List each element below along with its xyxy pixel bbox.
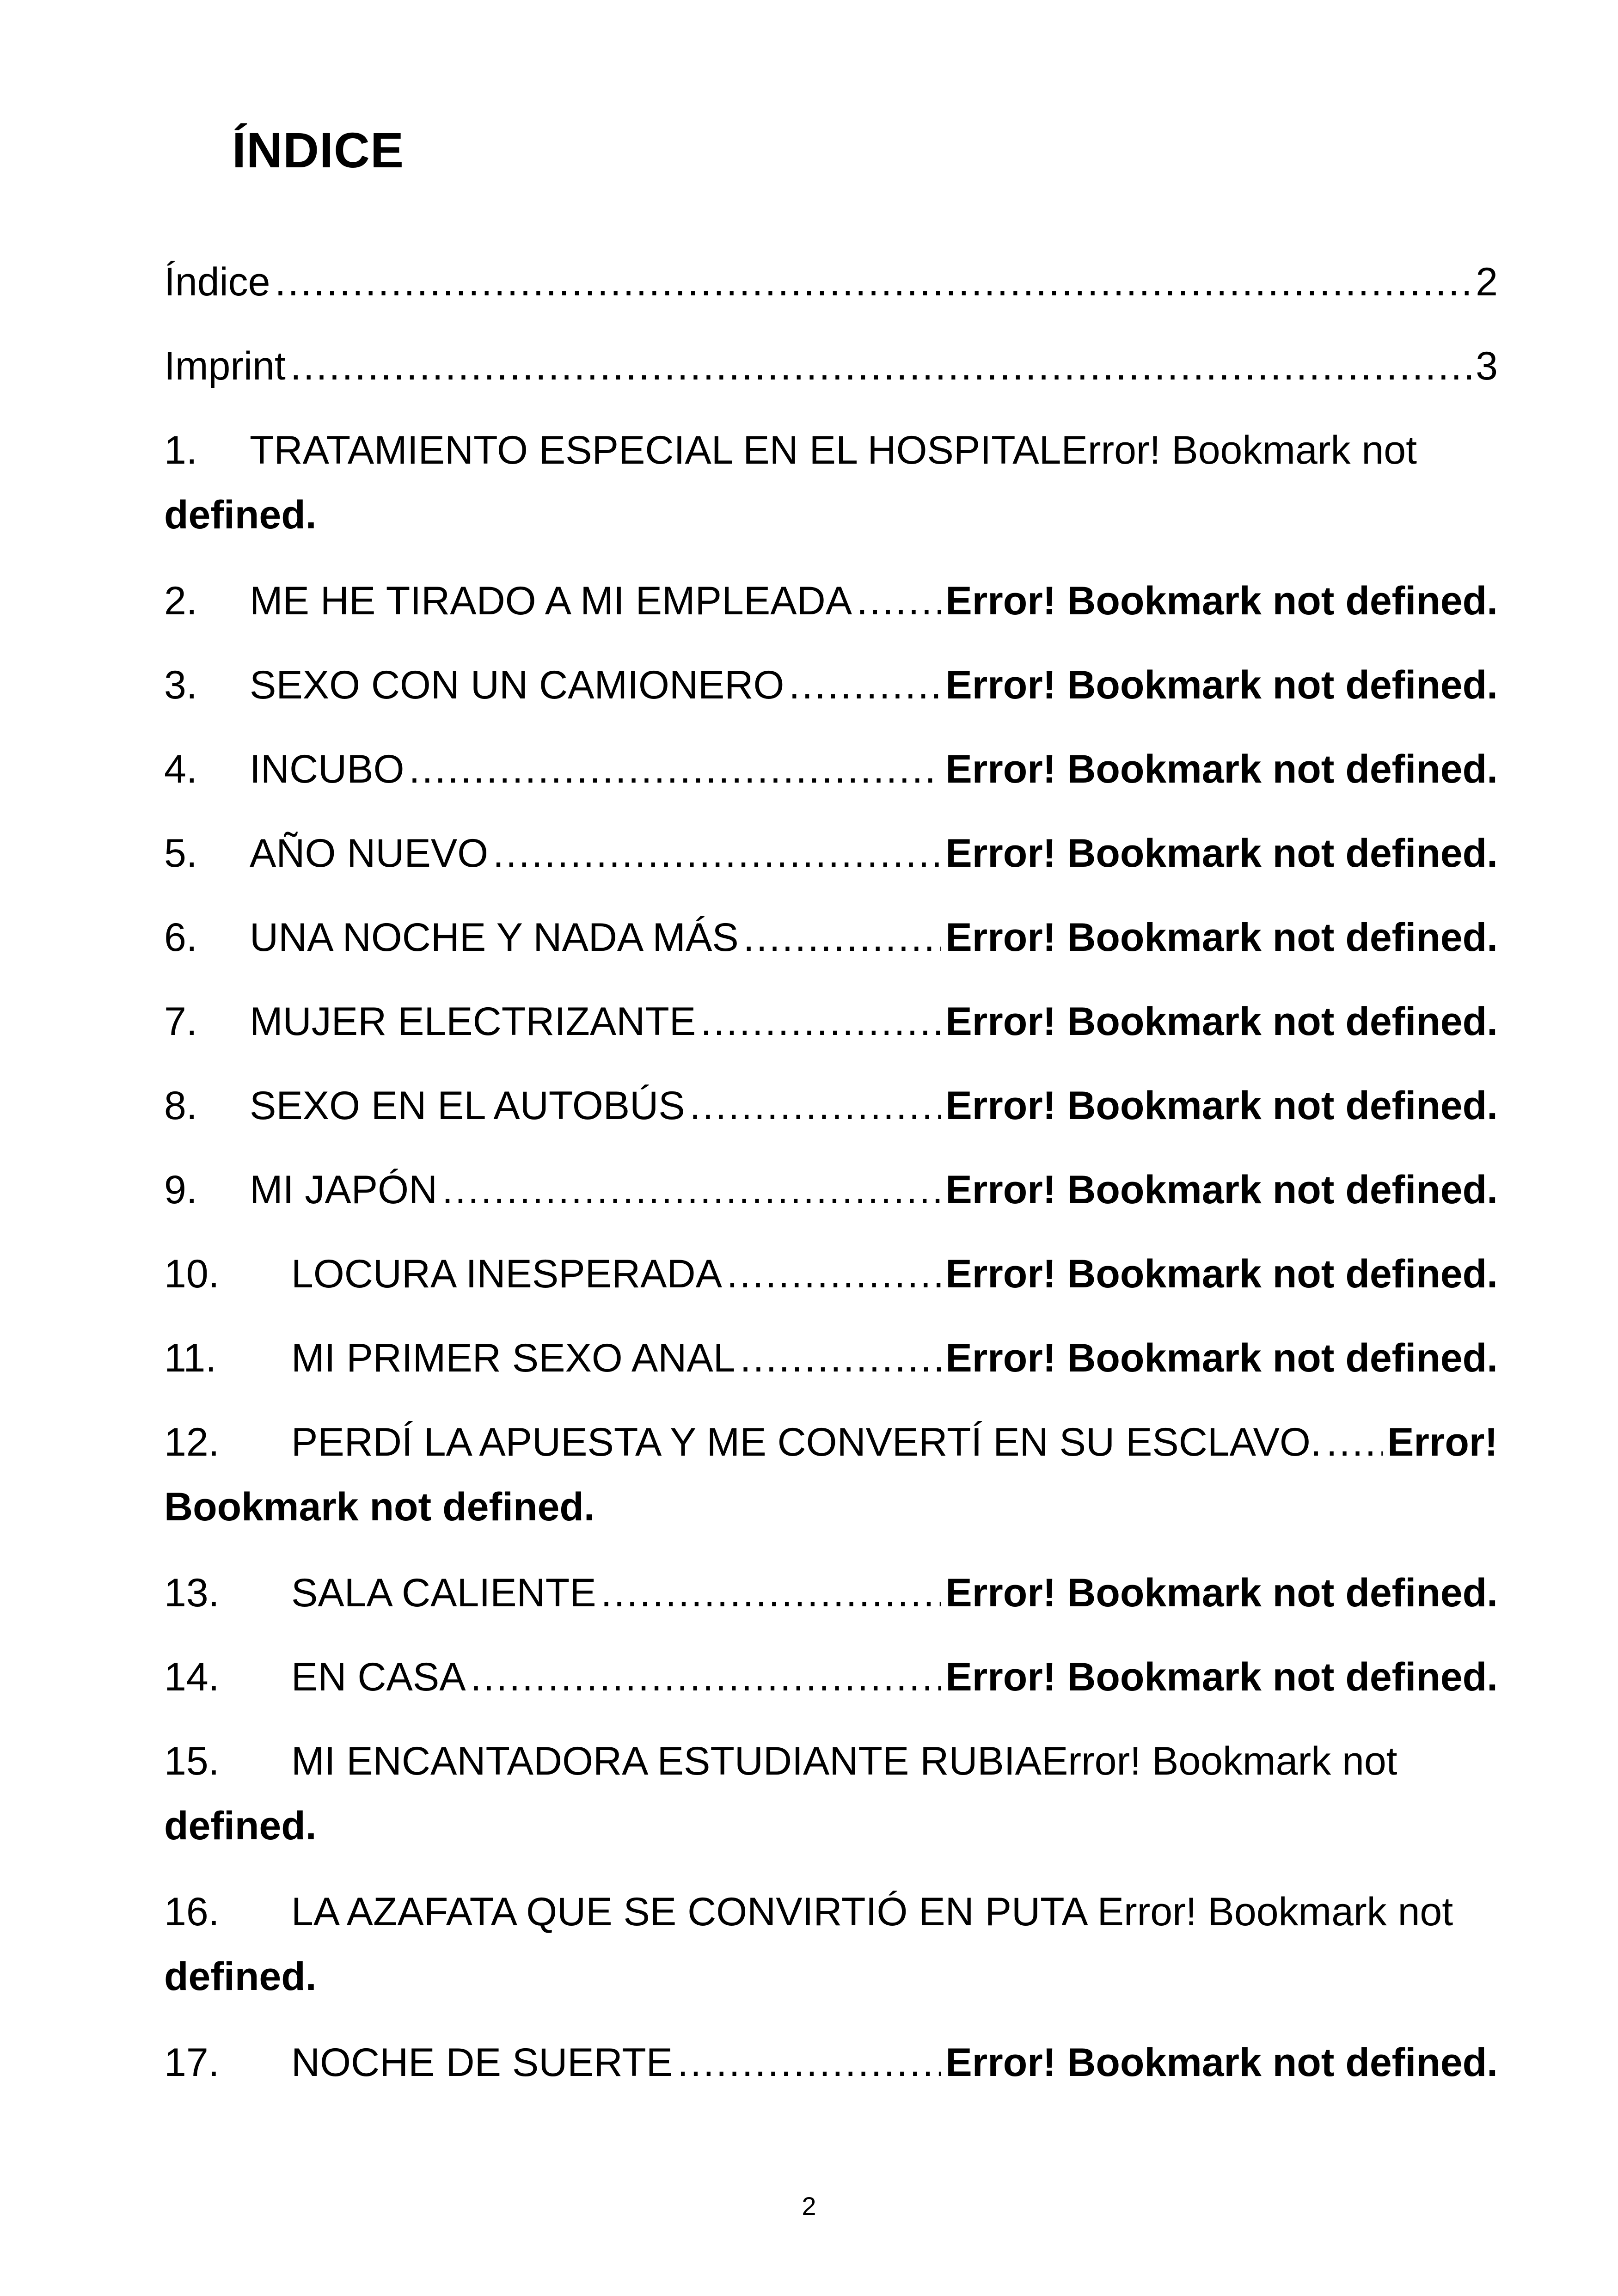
- toc-entry-12[interactable]: [164, 1410, 1498, 1539]
- toc-entry-error: Error! Bookmark not defined.: [945, 2040, 1498, 2085]
- toc-entry-7[interactable]: [164, 989, 1498, 1054]
- toc-entry-title: ME HE TIRADO A MI EMPLEADA: [250, 579, 852, 623]
- toc-entry-title: SEXO EN EL AUTOBÚS: [250, 1084, 685, 1128]
- toc-entry-number: 9.: [164, 1168, 197, 1212]
- toc-entry-title: MUJER ELECTRIZANTE: [250, 999, 696, 1044]
- toc-entry-title: AÑO NUEVO: [250, 831, 489, 876]
- toc-entry-15[interactable]: [164, 1729, 1498, 1858]
- toc-entry-number: 11.: [164, 1336, 217, 1380]
- toc-entry-number: 7.: [164, 999, 197, 1044]
- toc-entry-17[interactable]: [164, 2030, 1498, 2095]
- toc-entry-title: LA AZAFATA QUE SE CONVIRTIÓ EN PUTA: [291, 1890, 1088, 1934]
- dot-leader: [690, 1073, 941, 1138]
- error-word: Bookmark: [1171, 428, 1351, 472]
- toc-entry-page: 3: [1476, 344, 1498, 388]
- toc-entry-title: MI ENCANTADORA ESTUDIANTE RUBIA: [291, 1739, 1042, 1783]
- toc-entry-error: Error! Bookmark not defined.: [945, 1084, 1498, 1128]
- toc-entry-error-continued: defined.: [164, 1804, 317, 1848]
- toc-entry-error: Error! Bookmark not defined.: [945, 747, 1498, 791]
- dot-leader: [740, 1326, 941, 1390]
- error-word: Bookmark: [1152, 1739, 1331, 1783]
- toc-entry-error: Error! Bookmark not defined.: [945, 831, 1498, 876]
- dot-leader: [1326, 1410, 1383, 1475]
- toc-entry-title: EN CASA: [291, 1655, 466, 1699]
- toc-entry-title: Índice: [164, 260, 270, 304]
- toc-entry-number: 12.: [164, 1420, 220, 1464]
- toc-entry-number: 17.: [164, 2040, 220, 2085]
- toc-heading: ÍNDICE: [232, 122, 404, 178]
- toc-entry-number: 1.: [164, 428, 197, 472]
- toc-entry-error: Error! Bookmark not defined.: [945, 1168, 1498, 1212]
- error-word: not: [1361, 428, 1417, 472]
- toc-entry-indice[interactable]: [164, 250, 1498, 314]
- toc-entry-error: Error! Bookmark not defined.: [945, 1336, 1498, 1380]
- dot-leader: [789, 653, 941, 717]
- toc-entry-error: Error! Bookmark not defined.: [945, 663, 1498, 707]
- error-word: not: [1397, 1890, 1453, 1934]
- toc-entry-error-continued: Bookmark not defined.: [164, 1485, 595, 1529]
- toc-entry-16[interactable]: [164, 1880, 1498, 2009]
- toc-entry-error: Error! Bookmark not defined.: [945, 579, 1498, 623]
- toc-entry-4[interactable]: [164, 737, 1498, 802]
- toc-entry-title: PERDÍ LA APUESTA Y ME CONVERTÍ EN SU ESCLAVO.: [291, 1420, 1322, 1464]
- toc-entry-8[interactable]: [164, 1073, 1498, 1138]
- toc-entry-number: 15.: [164, 1739, 220, 1783]
- toc-entry-number: 2.: [164, 579, 197, 623]
- error-word: Error!: [1097, 1890, 1197, 1934]
- dot-leader: [442, 1157, 941, 1222]
- toc-entry-9[interactable]: [164, 1157, 1498, 1222]
- table-of-contents: [164, 0, 1498, 2296]
- toc-entry-title: NOCHE DE SUERTE: [291, 2040, 673, 2085]
- dot-leader: [857, 569, 941, 633]
- toc-entry-number: 10.: [164, 1252, 220, 1296]
- error-word: Error!: [1042, 1739, 1141, 1783]
- toc-entry-title: TRATAMIENTO ESPECIAL EN EL HOSPITAL: [250, 428, 1061, 472]
- toc-entry-title: Imprint: [164, 344, 286, 388]
- toc-entry-number: 3.: [164, 663, 197, 707]
- toc-entry-14[interactable]: [164, 1645, 1498, 1709]
- error-word: Error!: [1061, 428, 1161, 472]
- toc-entry-error-continued: defined.: [164, 493, 317, 537]
- toc-entry-error: Error! Bookmark not defined.: [945, 1571, 1498, 1615]
- toc-entry-1[interactable]: [164, 418, 1498, 547]
- dot-leader: [275, 250, 1471, 314]
- toc-entry-title: INCUBO: [250, 747, 404, 791]
- toc-entry-10[interactable]: [164, 1242, 1498, 1306]
- dot-leader: [677, 2030, 941, 2095]
- toc-entry-error: Error! Bookmark not defined.: [945, 915, 1498, 960]
- toc-entry-error: Error! Bookmark not defined.: [945, 1655, 1498, 1699]
- toc-entry-title: SEXO CON UN CAMIONERO: [250, 663, 784, 707]
- toc-entry-title: MI JAPÓN: [250, 1168, 438, 1212]
- toc-entry-error: Error!: [1387, 1420, 1498, 1464]
- toc-entry-error: [1061, 418, 1417, 483]
- dot-leader: [409, 737, 941, 802]
- toc-entry-error: Error! Bookmark not defined.: [945, 999, 1498, 1044]
- dot-leader: [727, 1242, 941, 1306]
- toc-entry-2[interactable]: [164, 569, 1498, 633]
- toc-entry-number: 14.: [164, 1655, 220, 1699]
- toc-entry-11[interactable]: [164, 1326, 1498, 1390]
- error-word: not: [1342, 1739, 1397, 1783]
- toc-entry-3[interactable]: [164, 653, 1498, 717]
- toc-entry-title: LOCURA INESPERADA: [291, 1252, 722, 1296]
- page-number: 2: [802, 2192, 816, 2221]
- toc-entry-6[interactable]: [164, 905, 1498, 970]
- toc-entry-number: 8.: [164, 1084, 197, 1128]
- toc-entry-number: 4.: [164, 747, 197, 791]
- error-word: Bookmark: [1207, 1890, 1387, 1934]
- dot-leader: [743, 905, 941, 970]
- toc-entry-error: Error! Bookmark not defined.: [945, 1252, 1498, 1296]
- toc-entry-imprint[interactable]: [164, 334, 1498, 398]
- toc-entry-13[interactable]: [164, 1561, 1498, 1625]
- toc-entry-page: 2: [1476, 260, 1498, 304]
- toc-entry-error: [1042, 1729, 1397, 1794]
- dot-leader: [493, 821, 941, 886]
- dot-leader: [290, 334, 1471, 398]
- toc-entry-title: MI PRIMER SEXO ANAL: [291, 1336, 735, 1380]
- dot-leader: [471, 1645, 941, 1709]
- toc-entry-error-continued: defined.: [164, 1954, 317, 1999]
- toc-entry-number: 5.: [164, 831, 197, 876]
- toc-entry-number: 16.: [164, 1890, 220, 1934]
- dot-leader: [700, 989, 941, 1054]
- toc-entry-number: 6.: [164, 915, 197, 960]
- dot-leader: [601, 1561, 941, 1625]
- toc-entry-title: UNA NOCHE Y NADA MÁS: [250, 915, 739, 960]
- toc-entry-5[interactable]: [164, 821, 1498, 886]
- toc-entry-title: SALA CALIENTE: [291, 1571, 596, 1615]
- toc-entry-number: 13.: [164, 1571, 220, 1615]
- toc-entry-error: [1097, 1880, 1453, 1944]
